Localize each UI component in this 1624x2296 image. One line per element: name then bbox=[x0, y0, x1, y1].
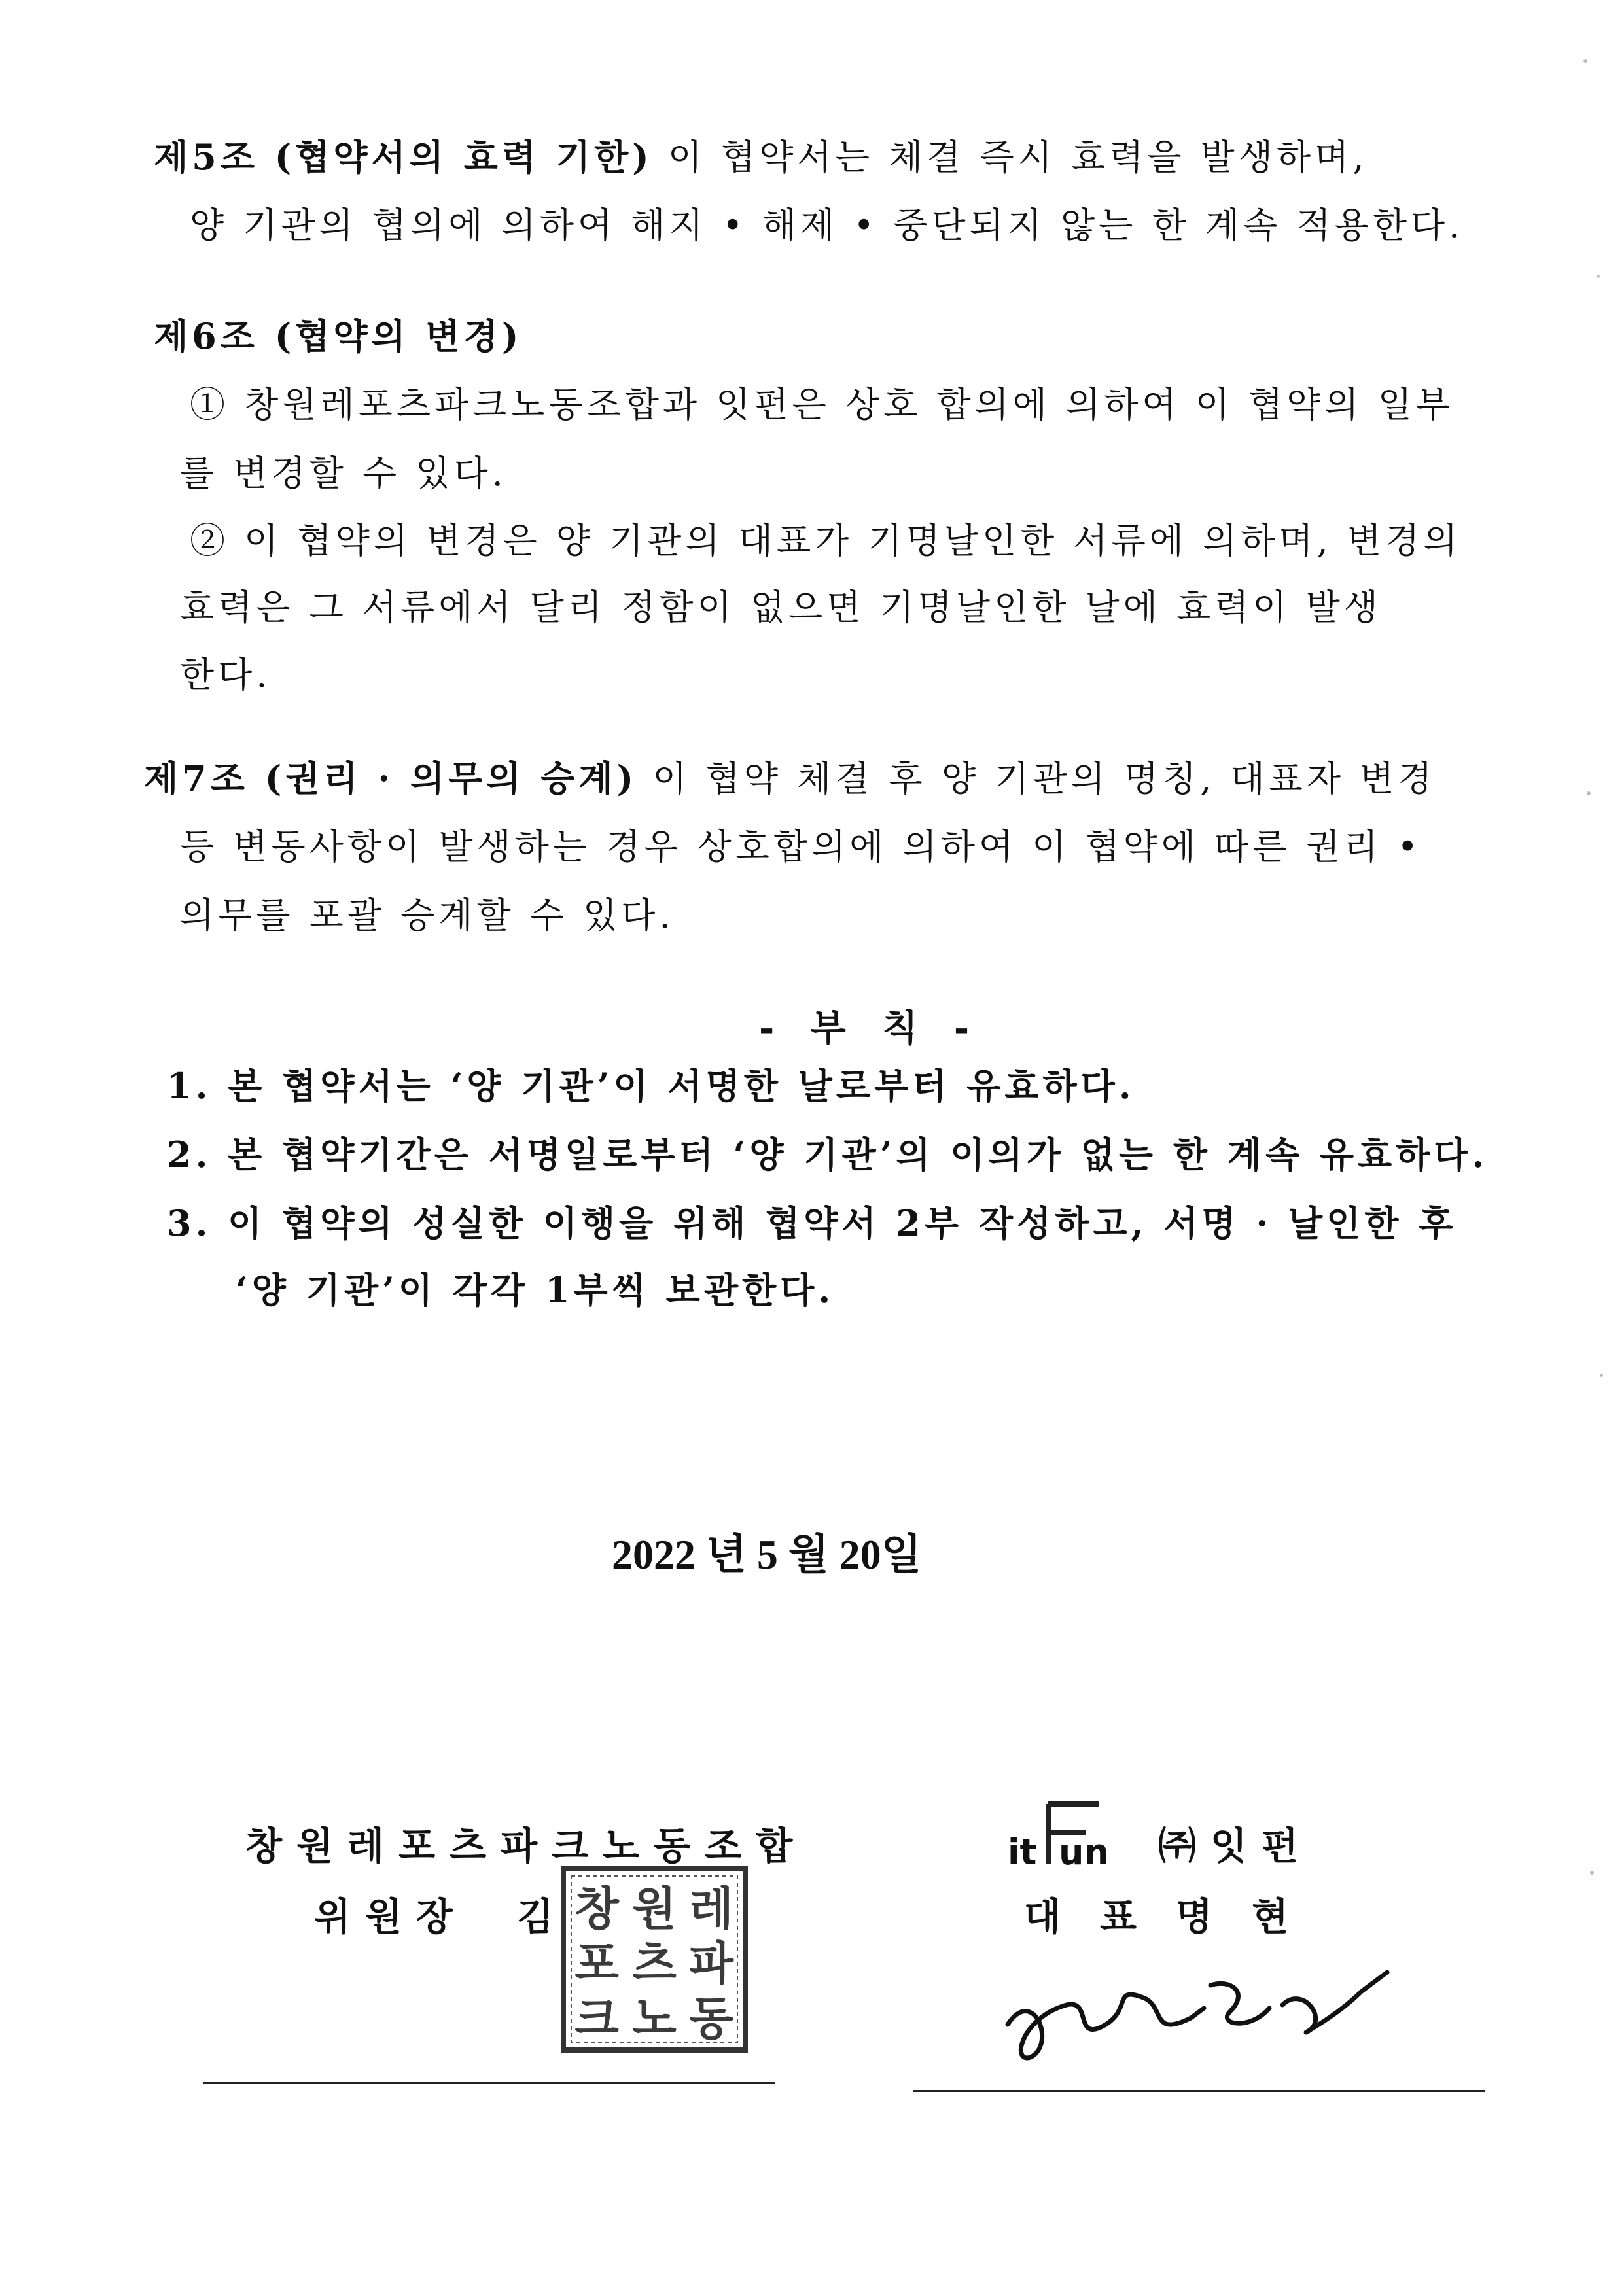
svg-text:츠: 츠 bbox=[632, 1936, 677, 1991]
left-party-org: 창원레포츠파크노동조합 bbox=[245, 1824, 807, 1868]
agreement-date: 2022 년 5 월 20일 bbox=[612, 1531, 922, 1578]
itfun-logo bbox=[1008, 1792, 1139, 1877]
article6-p1-line1: ① 창원레포츠파크노동조합과 잇펀은 상호 합의에 의하여 이 협약의 일부 bbox=[190, 384, 1455, 425]
article6-p2-line1: ② 이 협약의 변경은 양 기관의 대표가 기명날인한 서류에 의하며, 변경의 bbox=[190, 520, 1462, 561]
article5-line2: 양 기관의 협의에 의하여 해지 • 해제 • 중단되지 않는 한 계속 적용한다. bbox=[190, 205, 1464, 246]
scan-speck bbox=[1590, 1871, 1594, 1875]
svg-text:동: 동 bbox=[689, 1991, 733, 2045]
signature-stroke bbox=[1008, 1972, 1387, 2058]
scan-speck bbox=[1597, 275, 1600, 278]
handwritten-signature bbox=[995, 1946, 1400, 2077]
addendum-item1: 1. 본 협약서는 ‘양 기관’이 서명한 날로부터 유효하다. bbox=[167, 1065, 1135, 1107]
right-party-rep: 대표명현 bbox=[1024, 1894, 1328, 1939]
article5-first-line bbox=[154, 136, 1368, 178]
right-party-org: ㈜잇펀 bbox=[1158, 1824, 1313, 1868]
article7-line1: 이 협약 체결 후 양 기관의 명칭, 대표자 변경 bbox=[652, 758, 1436, 799]
article6-heading: 제6조 (협약의 변경) bbox=[154, 315, 523, 357]
left-party-title: 위원장 bbox=[314, 1894, 468, 1939]
article6-p2-line2: 효력은 그 서류에서 달리 정함이 없으면 기명날인한 날에 효력이 발생 bbox=[180, 587, 1383, 628]
svg-text:파: 파 bbox=[689, 1936, 733, 1991]
article7-line2: 등 변동사항이 발생하는 경우 상호합의에 의하여 이 협약에 따른 권리 • bbox=[180, 826, 1422, 867]
right-signature-line bbox=[913, 2090, 1485, 2092]
seal-glyphs bbox=[574, 1881, 734, 2045]
left-signature-line bbox=[203, 2082, 775, 2084]
scan-speck bbox=[1600, 1374, 1603, 1377]
logo-un-text: un bbox=[1059, 1832, 1109, 1873]
addendum-item2: 2. 본 협약기간은 서명일로부터 ‘양 기관’의 이의가 없는 한 계속 유효하다. bbox=[167, 1134, 1489, 1175]
scan-speck bbox=[1587, 791, 1591, 795]
article7-line3: 의무를 포괄 승계할 수 있다. bbox=[180, 895, 675, 936]
addendum-item3-line2: ‘양 기관’이 각각 1부씩 보관한다. bbox=[236, 1269, 835, 1311]
addendum-item3-line1: 3. 이 협약의 성실한 이행을 위해 협약서 2부 작성하고, 서명 · 날인한 후 bbox=[167, 1202, 1457, 1244]
svg-text:창: 창 bbox=[574, 1881, 619, 1936]
left-party-name: 김 bbox=[517, 1894, 569, 1939]
svg-text:원: 원 bbox=[632, 1881, 677, 1936]
svg-text:포: 포 bbox=[574, 1936, 619, 1991]
svg-text:크: 크 bbox=[574, 1991, 619, 2045]
article7-heading: 제7조 (권리 · 의무의 승계) bbox=[144, 757, 638, 799]
logo-it-text: it bbox=[1008, 1832, 1037, 1873]
addendum-title: - 부 칙 - bbox=[759, 1007, 981, 1050]
union-seal-stamp bbox=[559, 1864, 749, 2054]
svg-text:노: 노 bbox=[632, 1991, 677, 2045]
article5-line1: 이 협약서는 체결 즉시 효력을 발생하며, bbox=[667, 137, 1368, 178]
article6-p1-line2: 를 변경할 수 있다. bbox=[180, 453, 507, 494]
article7-first-line bbox=[144, 757, 1436, 799]
article6-p2-line3: 한다. bbox=[180, 654, 272, 695]
scan-speck bbox=[1583, 59, 1587, 63]
article5-heading: 제5조 (협약서의 효력 기한) bbox=[154, 136, 653, 178]
svg-text:레: 레 bbox=[689, 1881, 733, 1936]
